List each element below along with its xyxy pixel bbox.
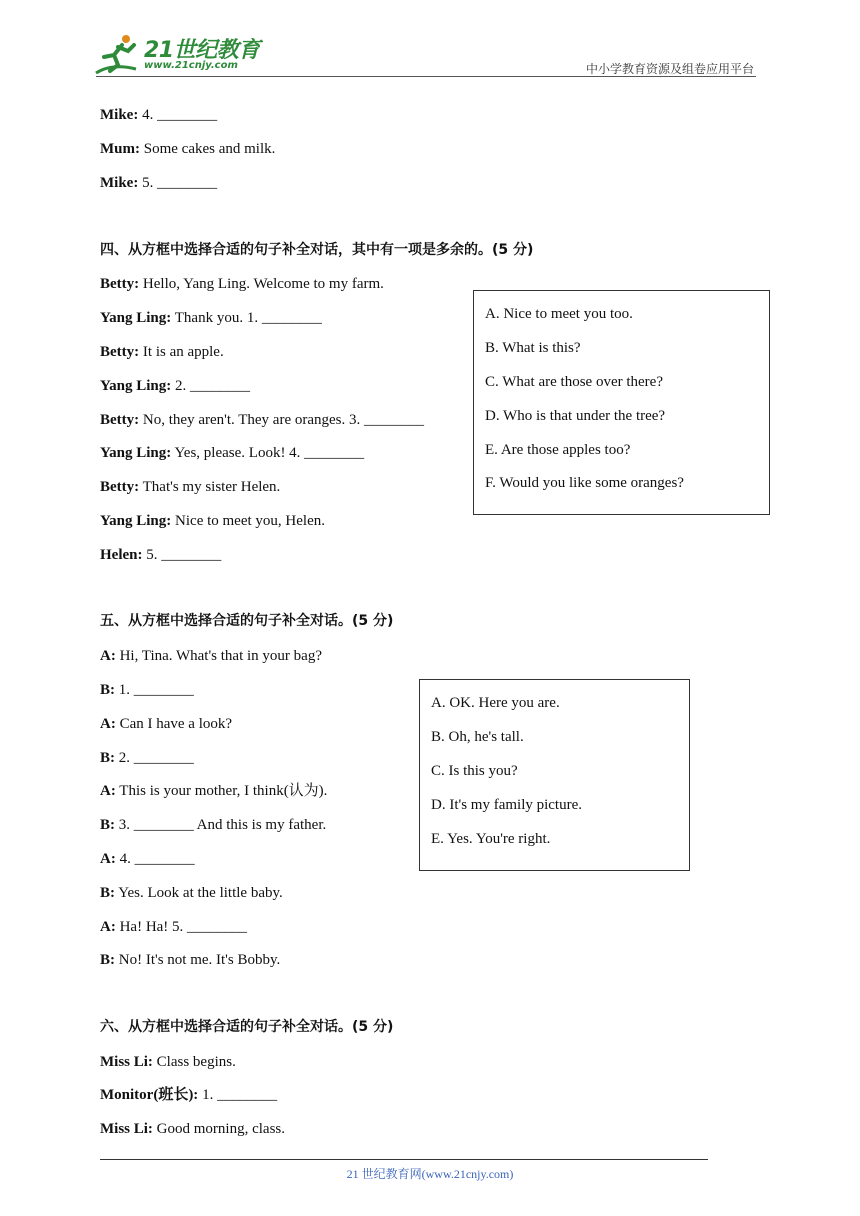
speaker: A:: [100, 716, 116, 732]
line-text: Thank you. 1. ________: [171, 310, 322, 326]
line-text: 1. ________: [198, 1087, 278, 1103]
speaker: Betty:: [100, 276, 140, 292]
dialogue-line: [100, 274, 384, 294]
speaker: Yang Ling:: [100, 445, 172, 461]
dialogue-line: [100, 342, 224, 362]
speaker: Miss Li:: [100, 1054, 153, 1070]
line-text: Hello, Yang Ling. Welcome to my farm.: [139, 276, 384, 292]
line-text: No! It's not me. It's Bobby.: [115, 952, 281, 968]
line-text: Good morning, class.: [152, 1121, 285, 1137]
dialogue-line: [100, 815, 326, 835]
speaker: Betty:: [100, 479, 140, 495]
dialogue-line: [100, 477, 280, 497]
dialogue-line: [100, 748, 194, 768]
line-text: 5. ________: [138, 175, 218, 191]
speaker: B:: [100, 885, 115, 901]
dialogue-line: [100, 410, 424, 430]
dialogue-line: [100, 883, 283, 903]
speaker: A:: [100, 919, 116, 935]
line-text: Nice to meet you, Helen.: [171, 513, 325, 529]
speaker: Mum:: [100, 141, 140, 157]
speaker: Betty:: [100, 412, 140, 428]
dialogue-line: [100, 849, 195, 869]
line-text: 2. ________: [115, 750, 194, 766]
line-text: It is an apple.: [139, 344, 224, 360]
line-text: This is your mother, I think(认为).: [115, 783, 328, 799]
speaker: Yang Ling:: [100, 513, 172, 529]
line-text: 2. ________: [171, 378, 251, 394]
header-divider: [96, 76, 756, 77]
footer-divider: [100, 1159, 708, 1160]
dialogue-line: [100, 714, 232, 734]
line-text: Hi, Tina. What's that in your bag?: [115, 648, 322, 664]
speaker: Yang Ling:: [100, 378, 172, 394]
speaker: A:: [100, 648, 116, 664]
runner-logo-icon: [92, 33, 146, 77]
line-text: Class begins.: [152, 1054, 236, 1070]
section-5-title: 五、从方框中选择合适的句子补全对话。(5 分): [100, 613, 394, 629]
dialogue-line: [100, 173, 217, 193]
dialogue-line: [100, 105, 217, 125]
speaker: Miss Li:: [100, 1121, 153, 1137]
option-item: E. Are those apples too?: [485, 442, 631, 458]
dialogue-line: [100, 1085, 277, 1105]
dialogue-line: [100, 376, 250, 396]
option-item: A. Nice to meet you too.: [485, 306, 633, 322]
dialogue-line: [100, 1119, 285, 1139]
option-item: D. It's my family picture.: [431, 797, 583, 813]
line-text: That's my sister Helen.: [139, 479, 281, 495]
site-logo[interactable]: [92, 33, 262, 77]
line-text: Ha! Ha! 5. ________: [115, 919, 248, 935]
dialogue-line: [100, 917, 247, 937]
page-header: [0, 0, 860, 80]
option-item: C. What are those over there?: [485, 374, 663, 390]
speaker: Monitor(班长):: [100, 1087, 199, 1103]
footer-link[interactable]: 21 世纪教育网(www.21cnjy.com): [346, 1167, 514, 1181]
line-text: Yes, please. Look! 4. ________: [171, 445, 365, 461]
line-text: 5. ________: [142, 547, 222, 563]
speaker: A:: [100, 783, 116, 799]
speaker: Mike:: [100, 107, 139, 123]
line-text: No, they aren't. They are oranges. 3. ________: [139, 412, 425, 428]
section-5-options-box: [419, 679, 690, 871]
option-item: B. What is this?: [485, 340, 581, 356]
speaker: B:: [100, 952, 115, 968]
speaker: Helen:: [100, 547, 143, 563]
option-item: A. OK. Here you are.: [431, 695, 560, 711]
line-text: 4. ________: [138, 107, 218, 123]
speaker: Mike:: [100, 175, 139, 191]
option-item: E. Yes. You're right.: [431, 831, 551, 847]
logo-url: www.21cnjy.com: [144, 60, 238, 71]
speaker: Betty:: [100, 344, 140, 360]
logo-text: 21世纪教育: [144, 38, 260, 63]
platform-title: 中小学教育资源及组卷应用平台: [585, 62, 754, 76]
speaker: A:: [100, 851, 116, 867]
dialogue-line: [100, 950, 280, 970]
speaker: B:: [100, 817, 115, 833]
speaker: Yang Ling:: [100, 310, 172, 326]
line-text: 4. ________: [115, 851, 195, 867]
dialogue-line: [100, 680, 194, 700]
dialogue-line: [100, 443, 364, 463]
dialogue-line: [100, 308, 322, 328]
dialogue-line: [100, 139, 275, 159]
speaker: B:: [100, 750, 115, 766]
speaker: B:: [100, 682, 115, 698]
line-text: Some cakes and milk.: [140, 141, 276, 157]
option-item: C. Is this you?: [431, 763, 518, 779]
line-text: 1. ________: [115, 682, 194, 698]
option-item: F. Would you like some oranges?: [485, 475, 684, 491]
section-4-title: 四、从方框中选择合适的句子补全对话，其中有一项是多余的。(5 分): [100, 242, 534, 258]
option-item: D. Who is that under the tree?: [485, 408, 666, 424]
option-item: B. Oh, he's tall.: [431, 729, 524, 745]
dialogue-line: [100, 545, 221, 565]
dialogue-line: [100, 1052, 236, 1072]
section-4-options-box: [473, 290, 770, 515]
section-6-title: 六、从方框中选择合适的句子补全对话。(5 分): [100, 1019, 394, 1035]
dialogue-line: [100, 511, 325, 531]
line-text: Can I have a look?: [115, 716, 233, 732]
line-text: Yes. Look at the little baby.: [115, 885, 283, 901]
line-text: 3. ________ And this is my father.: [115, 817, 327, 833]
dialogue-line: [100, 646, 322, 666]
dialogue-line: [100, 781, 327, 801]
